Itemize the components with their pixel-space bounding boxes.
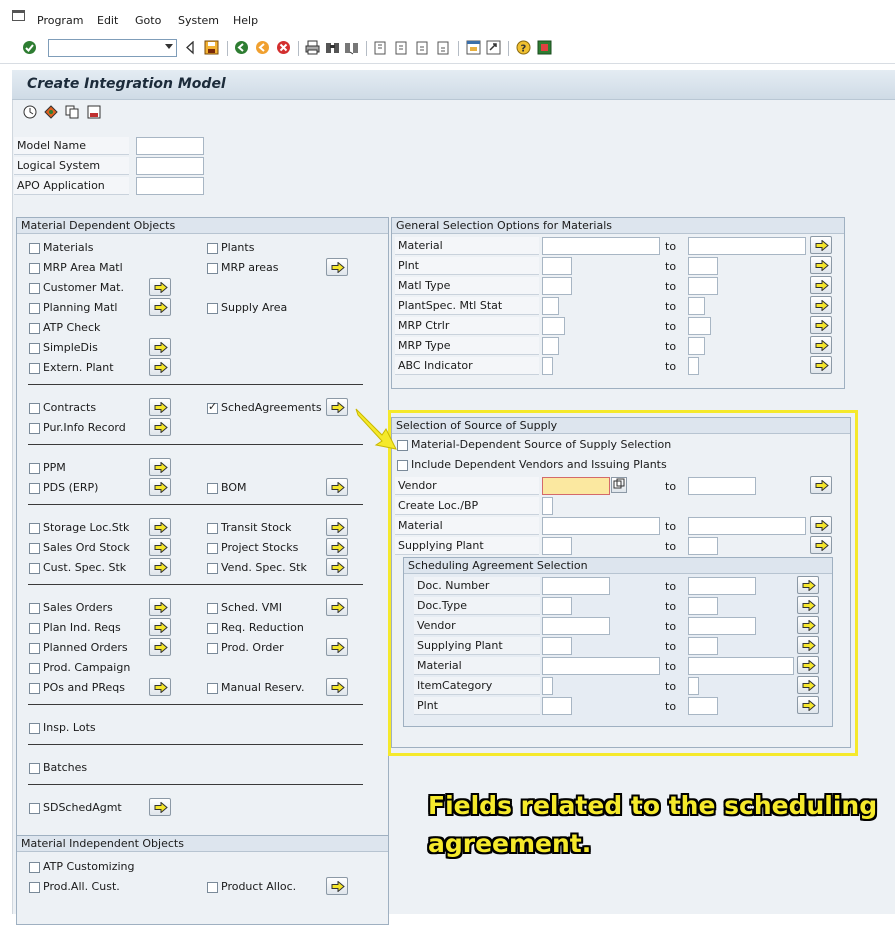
sched-vmi-multiple-selection-button[interactable] [326, 598, 348, 616]
group-separator [28, 784, 363, 785]
matl-type-from-input[interactable] [542, 277, 572, 295]
plantspec-mtl-stat-from-input[interactable] [542, 297, 559, 315]
pos-and-preqs-multiple-selection-button[interactable] [149, 678, 171, 696]
arrow-right-icon [815, 320, 829, 331]
customer-mat-multiple-selection-button[interactable] [149, 278, 171, 296]
model-name-label: Model Name [14, 137, 129, 155]
arrow-right-icon [154, 682, 168, 693]
cust-spec-stk-multiple-selection-button[interactable] [149, 558, 171, 576]
sales-ord-stock-label: Sales Ord Stock [43, 541, 130, 554]
sa-vendor-multiple-selection-button[interactable] [797, 616, 819, 634]
to-label: to [665, 300, 677, 313]
extern-plant-multiple-selection-button[interactable] [149, 358, 171, 376]
prod-campaign-label: Prod. Campaign [43, 661, 131, 674]
svg-text:?: ? [520, 43, 527, 55]
extern-plant-label: Extern. Plant [43, 361, 114, 374]
vend-spec-stk-label: Vend. Spec. Stk [221, 561, 307, 574]
to-label: to [665, 540, 677, 553]
arrow-right-icon [154, 482, 168, 493]
arrow-right-icon [802, 700, 816, 711]
planned-orders-label: Planned Orders [43, 641, 128, 654]
execute-icon[interactable] [23, 105, 37, 119]
abc-indicator-multiple-selection-button[interactable] [810, 356, 832, 374]
sa-plnt-to-input[interactable] [688, 697, 718, 715]
plan-ind-reqs-label: Plan Ind. Reqs [43, 621, 121, 634]
to-label: to [665, 520, 677, 533]
supplying-plant-label: Supplying Plant [395, 537, 539, 555]
to-label: to [665, 580, 677, 593]
arrow-right-icon [154, 282, 168, 293]
frame-title: Material Independent Objects [17, 836, 388, 852]
pds-erp-multiple-selection-button[interactable] [149, 478, 171, 496]
req-reduction-checkbox[interactable] [207, 623, 218, 634]
matl-type-label: Matl Type [395, 277, 539, 295]
sa-vendor-to-input[interactable] [688, 617, 756, 635]
sched-vmi-label: Sched. VMI [221, 601, 283, 614]
customize-layout-icon[interactable] [537, 40, 552, 55]
material-to-input[interactable] [688, 237, 806, 255]
save-variant-icon[interactable] [87, 105, 101, 119]
bom-label: BOM [221, 481, 247, 494]
mrp-area-matl-label: MRP Area Matl [43, 261, 123, 274]
sales-orders-multiple-selection-button[interactable] [149, 598, 171, 616]
plants-checkbox[interactable] [207, 243, 218, 254]
menu-system[interactable]: System [178, 14, 220, 27]
prod-order-multiple-selection-button[interactable] [326, 638, 348, 656]
mrp-areas-checkbox[interactable] [207, 263, 218, 274]
abc-indicator-from-input[interactable] [542, 357, 553, 375]
atp-customizing-checkbox[interactable] [29, 862, 40, 873]
mrp-type-from-input[interactable] [542, 337, 559, 355]
vendor-to-input[interactable] [688, 477, 756, 495]
screen-title-bar [12, 70, 895, 100]
mrp-type-multiple-selection-button[interactable] [810, 336, 832, 354]
schedagreements-multiple-selection-button[interactable] [326, 398, 348, 416]
arrow-right-icon [154, 422, 168, 433]
transit-stock-multiple-selection-button[interactable] [326, 518, 348, 536]
arrow-right-icon [154, 562, 168, 573]
sa-doc-type-from-input[interactable] [542, 597, 572, 615]
pos-and-preqs-label: POs and PReqs [43, 681, 125, 694]
mrp-ctrlr-label: MRP Ctrlr [395, 317, 539, 335]
mrp-ctrlr-to-input[interactable] [688, 317, 711, 335]
to-label: to [665, 260, 677, 273]
group-separator [28, 384, 363, 385]
sales-ord-stock-multiple-selection-button[interactable] [149, 538, 171, 556]
command-field[interactable] [48, 39, 177, 57]
planning-matl-multiple-selection-button[interactable] [149, 298, 171, 316]
abc-indicator-label: ABC Indicator [395, 357, 539, 375]
frame-title: Scheduling Agreement Selection [404, 558, 832, 574]
to-label: to [665, 360, 677, 373]
f4-help-button[interactable] [611, 477, 627, 493]
project-stocks-checkbox[interactable] [207, 543, 218, 554]
matl-type-multiple-selection-button[interactable] [810, 276, 832, 294]
mrp-type-label: MRP Type [395, 337, 539, 355]
arrow-right-icon [331, 881, 345, 892]
sa-doc-type-label: Doc.Type [414, 597, 540, 615]
sa-plnt-from-input[interactable] [542, 697, 572, 715]
arrow-right-icon [815, 520, 829, 531]
sa-doc-number-to-input[interactable] [688, 577, 756, 595]
group-separator [28, 744, 363, 745]
toolbar-separator [366, 41, 367, 56]
arrow-right-icon [815, 280, 829, 291]
plnt-to-input[interactable] [688, 257, 718, 275]
last-page-icon[interactable] [436, 40, 451, 55]
arrow-right-icon [815, 360, 829, 371]
find-next-icon[interactable] [344, 40, 359, 55]
supply-area-checkbox[interactable] [207, 303, 218, 314]
sa-material-from-input[interactable] [542, 657, 660, 675]
arrow-right-icon [154, 622, 168, 633]
group-separator [28, 704, 363, 705]
atp-check-label: ATP Check [43, 321, 101, 334]
arrow-right-icon [331, 482, 345, 493]
simpledis-label: SimpleDis [43, 341, 98, 354]
storage-loc-stk-multiple-selection-button[interactable] [149, 518, 171, 536]
include-dependent-vendors-and-issuing-plants-checkbox[interactable] [397, 460, 408, 471]
apo-application-input[interactable] [136, 177, 204, 195]
sa-doc-type-multiple-selection-button[interactable] [797, 596, 819, 614]
to-label: to [665, 240, 677, 253]
supplying-plant-from-input[interactable] [542, 537, 572, 555]
sa-doc-number-from-input[interactable] [542, 577, 610, 595]
plantspec-mtl-stat-to-input[interactable] [688, 297, 705, 315]
arrow-right-icon [154, 802, 168, 813]
to-label: to [665, 480, 677, 493]
sa-itemcategory-from-input[interactable] [542, 677, 553, 695]
transit-stock-label: Transit Stock [221, 521, 292, 534]
arrow-right-icon [802, 680, 816, 691]
to-label: to [665, 280, 677, 293]
create-loc-bp-input[interactable] [542, 497, 553, 515]
arrow-right-icon [802, 580, 816, 591]
to-label: to [665, 340, 677, 353]
arrow-right-icon [331, 542, 345, 553]
material-from-input[interactable] [542, 237, 660, 255]
planned-orders-checkbox[interactable] [29, 643, 40, 654]
material-label: Material [395, 517, 539, 535]
mrp-ctrlr-from-input[interactable] [542, 317, 565, 335]
schedagreements-label: SchedAgreements [221, 401, 322, 414]
sa-doc-number-label: Doc. Number [414, 577, 540, 595]
transit-stock-checkbox[interactable] [207, 523, 218, 534]
back-icon[interactable] [234, 40, 249, 55]
material-from-input[interactable] [542, 517, 660, 535]
menu-edit[interactable]: Edit [97, 14, 119, 27]
arrow-right-icon [815, 260, 829, 271]
plan-ind-reqs-multiple-selection-button[interactable] [149, 618, 171, 636]
sdschedagmt-checkbox[interactable] [29, 803, 40, 814]
toolbar-separator [508, 41, 509, 56]
plantspec-mtl-stat-label: PlantSpec. Mtl Stat [395, 297, 539, 315]
group-separator [28, 444, 363, 445]
include-dependent-vendors-and-issuing-plants-label: Include Dependent Vendors and Issuing Plants [411, 458, 667, 471]
arrow-right-icon [815, 340, 829, 351]
arrow-right-icon [154, 642, 168, 653]
matl-type-to-input[interactable] [688, 277, 718, 295]
screen-title: Create Integration Model [27, 76, 226, 92]
to-label: to [665, 640, 677, 653]
mrp-ctrlr-multiple-selection-button[interactable] [810, 316, 832, 334]
menu-help[interactable]: Help [233, 14, 259, 27]
plnt-multiple-selection-button[interactable] [810, 256, 832, 274]
arrow-right-icon [154, 362, 168, 373]
planned-orders-multiple-selection-button[interactable] [149, 638, 171, 656]
group-separator [28, 584, 363, 585]
logical-system-label: Logical System [14, 157, 129, 175]
arrow-right-icon [815, 300, 829, 311]
group-separator [28, 504, 363, 505]
triangle-left-icon[interactable] [185, 41, 200, 56]
ppm-multiple-selection-button[interactable] [149, 458, 171, 476]
bom-multiple-selection-button[interactable] [326, 478, 348, 496]
enter-check-icon[interactable] [22, 40, 37, 55]
arrow-right-icon [802, 640, 816, 651]
arrow-right-icon [154, 602, 168, 613]
planning-matl-label: Planning Matl [43, 301, 118, 314]
create-loc-bp-label: Create Loc./BP [395, 497, 539, 515]
prod-order-checkbox[interactable] [207, 643, 218, 654]
vend-spec-stk-multiple-selection-button[interactable] [326, 558, 348, 576]
sa-doc-type-to-input[interactable] [688, 597, 718, 615]
pds-erp-label: PDS (ERP) [43, 481, 99, 494]
toolbar-separator [298, 41, 299, 56]
atp-check-checkbox[interactable] [29, 323, 40, 334]
material-dependent-source-of-supply-selection-checkbox[interactable] [397, 440, 408, 451]
sales-orders-label: Sales Orders [43, 601, 113, 614]
sa-supplying-plant-label: Supplying Plant [414, 637, 540, 655]
sa-material-label: Material [414, 657, 540, 675]
find-icon[interactable] [325, 40, 340, 55]
manual-reserv-label: Manual Reserv. [221, 681, 305, 694]
to-label: to [665, 620, 677, 633]
sa-plnt-multiple-selection-button[interactable] [797, 696, 819, 714]
sa-itemcategory-to-input[interactable] [688, 677, 699, 695]
value-help-icon [612, 478, 626, 492]
pur-info-record-checkbox[interactable] [29, 423, 40, 434]
mrp-area-matl-checkbox[interactable] [29, 263, 40, 274]
pur-info-record-label: Pur.Info Record [43, 421, 126, 434]
prod-all-cust-checkbox[interactable] [29, 882, 40, 893]
cancel-icon[interactable] [276, 40, 291, 55]
arrow-right-icon [802, 660, 816, 671]
arrow-right-icon [331, 522, 345, 533]
ppm-label: PPM [43, 461, 66, 474]
abc-indicator-to-input[interactable] [688, 357, 699, 375]
sdschedagmt-label: SDSchedAgmt [43, 801, 122, 814]
vendor-label: Vendor [395, 477, 539, 495]
material-dependent-source-of-supply-selection-label: Material-Dependent Source of Supply Selection [411, 438, 672, 451]
pds-erp-checkbox[interactable] [29, 483, 40, 494]
exit-icon[interactable] [255, 40, 270, 55]
toolbar-separator [227, 41, 228, 56]
plan-ind-reqs-checkbox[interactable] [29, 623, 40, 634]
tree-structure-icon[interactable] [44, 105, 58, 119]
arrow-right-icon [331, 642, 345, 653]
vendor-multiple-selection-button[interactable] [810, 476, 832, 494]
to-label: to [665, 660, 677, 673]
mrp-type-to-input[interactable] [688, 337, 705, 355]
logical-system-input[interactable] [136, 157, 204, 175]
material-label: Material [395, 237, 539, 255]
arrow-right-icon [802, 620, 816, 631]
plants-label: Plants [221, 241, 255, 254]
sa-itemcategory-label: ItemCategory [414, 677, 540, 695]
menu-bar [0, 0, 895, 34]
extern-plant-checkbox[interactable] [29, 363, 40, 374]
plantspec-mtl-stat-multiple-selection-button[interactable] [810, 296, 832, 314]
pur-info-record-multiple-selection-button[interactable] [149, 418, 171, 436]
arrow-right-icon [154, 302, 168, 313]
supplying-plant-to-input[interactable] [688, 537, 718, 555]
arrow-right-icon [815, 240, 829, 251]
schedagreements-checkbox[interactable] [207, 403, 218, 414]
arrow-right-icon [331, 402, 345, 413]
plnt-from-input[interactable] [542, 257, 572, 275]
plnt-label: Plnt [395, 257, 539, 275]
help-icon[interactable] [516, 40, 531, 55]
material-multiple-selection-button[interactable] [810, 516, 832, 534]
menu-goto[interactable]: Goto [135, 14, 162, 27]
arrow-right-icon [815, 540, 829, 551]
cust-spec-stk-label: Cust. Spec. Stk [43, 561, 127, 574]
to-label: to [665, 320, 677, 333]
customer-mat-checkbox[interactable] [29, 283, 40, 294]
to-label: to [665, 600, 677, 613]
customer-mat-label: Customer Mat. [43, 281, 124, 294]
print-icon[interactable] [305, 40, 320, 55]
arrow-right-icon [331, 602, 345, 613]
create-session-icon[interactable] [466, 40, 481, 55]
vend-spec-stk-checkbox[interactable] [207, 563, 218, 574]
arrow-right-icon [154, 522, 168, 533]
previous-page-icon[interactable] [394, 40, 409, 55]
toolbar-separator [458, 41, 459, 56]
insp-lots-label: Insp. Lots [43, 721, 96, 734]
prod-campaign-checkbox[interactable] [29, 663, 40, 674]
sa-supplying-plant-from-input[interactable] [542, 637, 572, 655]
sched-vmi-checkbox[interactable] [207, 603, 218, 614]
manual-reserv-checkbox[interactable] [207, 683, 218, 694]
insp-lots-checkbox[interactable] [29, 723, 40, 734]
contracts-label: Contracts [43, 401, 97, 414]
sa-plnt-label: Plnt [414, 697, 540, 715]
sa-itemcategory-multiple-selection-button[interactable] [797, 676, 819, 694]
material-multiple-selection-button[interactable] [810, 236, 832, 254]
product-alloc-multiple-selection-button[interactable] [326, 877, 348, 895]
copy-icon[interactable] [65, 105, 79, 119]
material-to-input[interactable] [688, 517, 806, 535]
sales-orders-checkbox[interactable] [29, 603, 40, 614]
simpledis-multiple-selection-button[interactable] [149, 338, 171, 356]
sa-supplying-plant-multiple-selection-button[interactable] [797, 636, 819, 654]
cust-spec-stk-checkbox[interactable] [29, 563, 40, 574]
project-stocks-label: Project Stocks [221, 541, 299, 554]
annotation-text: Fields related to the scheduling agreement. [428, 791, 878, 858]
supply-area-label: Supply Area [221, 301, 288, 314]
storage-loc-stk-checkbox[interactable] [29, 523, 40, 534]
arrow-right-icon [154, 342, 168, 353]
frame-title: Selection of Source of Supply [392, 418, 850, 434]
to-label: to [665, 680, 677, 693]
prod-order-label: Prod. Order [221, 641, 284, 654]
ppm-checkbox[interactable] [29, 463, 40, 474]
frame-title: Material Dependent Objects [17, 218, 388, 234]
materials-label: Materials [43, 241, 94, 254]
first-page-icon[interactable] [373, 40, 388, 55]
project-stocks-multiple-selection-button[interactable] [326, 538, 348, 556]
mrp-areas-label: MRP areas [221, 261, 279, 274]
materials-checkbox[interactable] [29, 243, 40, 254]
sa-material-to-input[interactable] [688, 657, 794, 675]
arrow-right-icon [154, 542, 168, 553]
mrp-areas-multiple-selection-button[interactable] [326, 258, 348, 276]
req-reduction-label: Req. Reduction [221, 621, 304, 634]
simpledis-checkbox[interactable] [29, 343, 40, 354]
sa-material-multiple-selection-button[interactable] [797, 656, 819, 674]
save-icon[interactable] [204, 40, 219, 55]
contracts-checkbox[interactable] [29, 403, 40, 414]
planning-matl-checkbox[interactable] [29, 303, 40, 314]
arrow-right-icon [802, 600, 816, 611]
batches-label: Batches [43, 761, 88, 774]
chevron-down-icon[interactable] [165, 44, 173, 49]
vendor-from-input[interactable] [542, 477, 610, 495]
sa-vendor-label: Vendor [414, 617, 540, 635]
bom-checkbox[interactable] [207, 483, 218, 494]
prod-all-cust-label: Prod.All. Cust. [43, 880, 120, 893]
next-page-icon[interactable] [415, 40, 430, 55]
supplying-plant-multiple-selection-button[interactable] [810, 536, 832, 554]
sdschedagmt-multiple-selection-button[interactable] [149, 798, 171, 816]
atp-customizing-label: ATP Customizing [43, 860, 135, 873]
menu-program[interactable]: Program [37, 14, 84, 27]
product-alloc-checkbox[interactable] [207, 882, 218, 893]
window-menu-icon[interactable] [12, 10, 25, 21]
sa-supplying-plant-to-input[interactable] [688, 637, 718, 655]
manual-reserv-multiple-selection-button[interactable] [326, 678, 348, 696]
storage-loc-stk-label: Storage Loc.Stk [43, 521, 130, 534]
frame-title: General Selection Options for Materials [392, 218, 844, 234]
sales-ord-stock-checkbox[interactable] [29, 543, 40, 554]
product-alloc-label: Product Alloc. [221, 880, 297, 893]
arrow-right-icon [815, 480, 829, 491]
arrow-right-icon [154, 462, 168, 473]
to-label: to [665, 700, 677, 713]
shortcut-icon[interactable] [486, 40, 501, 55]
batches-checkbox[interactable] [29, 763, 40, 774]
sa-vendor-from-input[interactable] [542, 617, 610, 635]
sa-doc-number-multiple-selection-button[interactable] [797, 576, 819, 594]
pos-and-preqs-checkbox[interactable] [29, 683, 40, 694]
arrow-right-icon [331, 262, 345, 273]
arrow-right-icon [331, 562, 345, 573]
model-name-input[interactable] [136, 137, 204, 155]
apo-application-label: APO Application [14, 177, 129, 195]
arrow-right-icon [331, 682, 345, 693]
arrow-right-icon [154, 402, 168, 413]
contracts-multiple-selection-button[interactable] [149, 398, 171, 416]
